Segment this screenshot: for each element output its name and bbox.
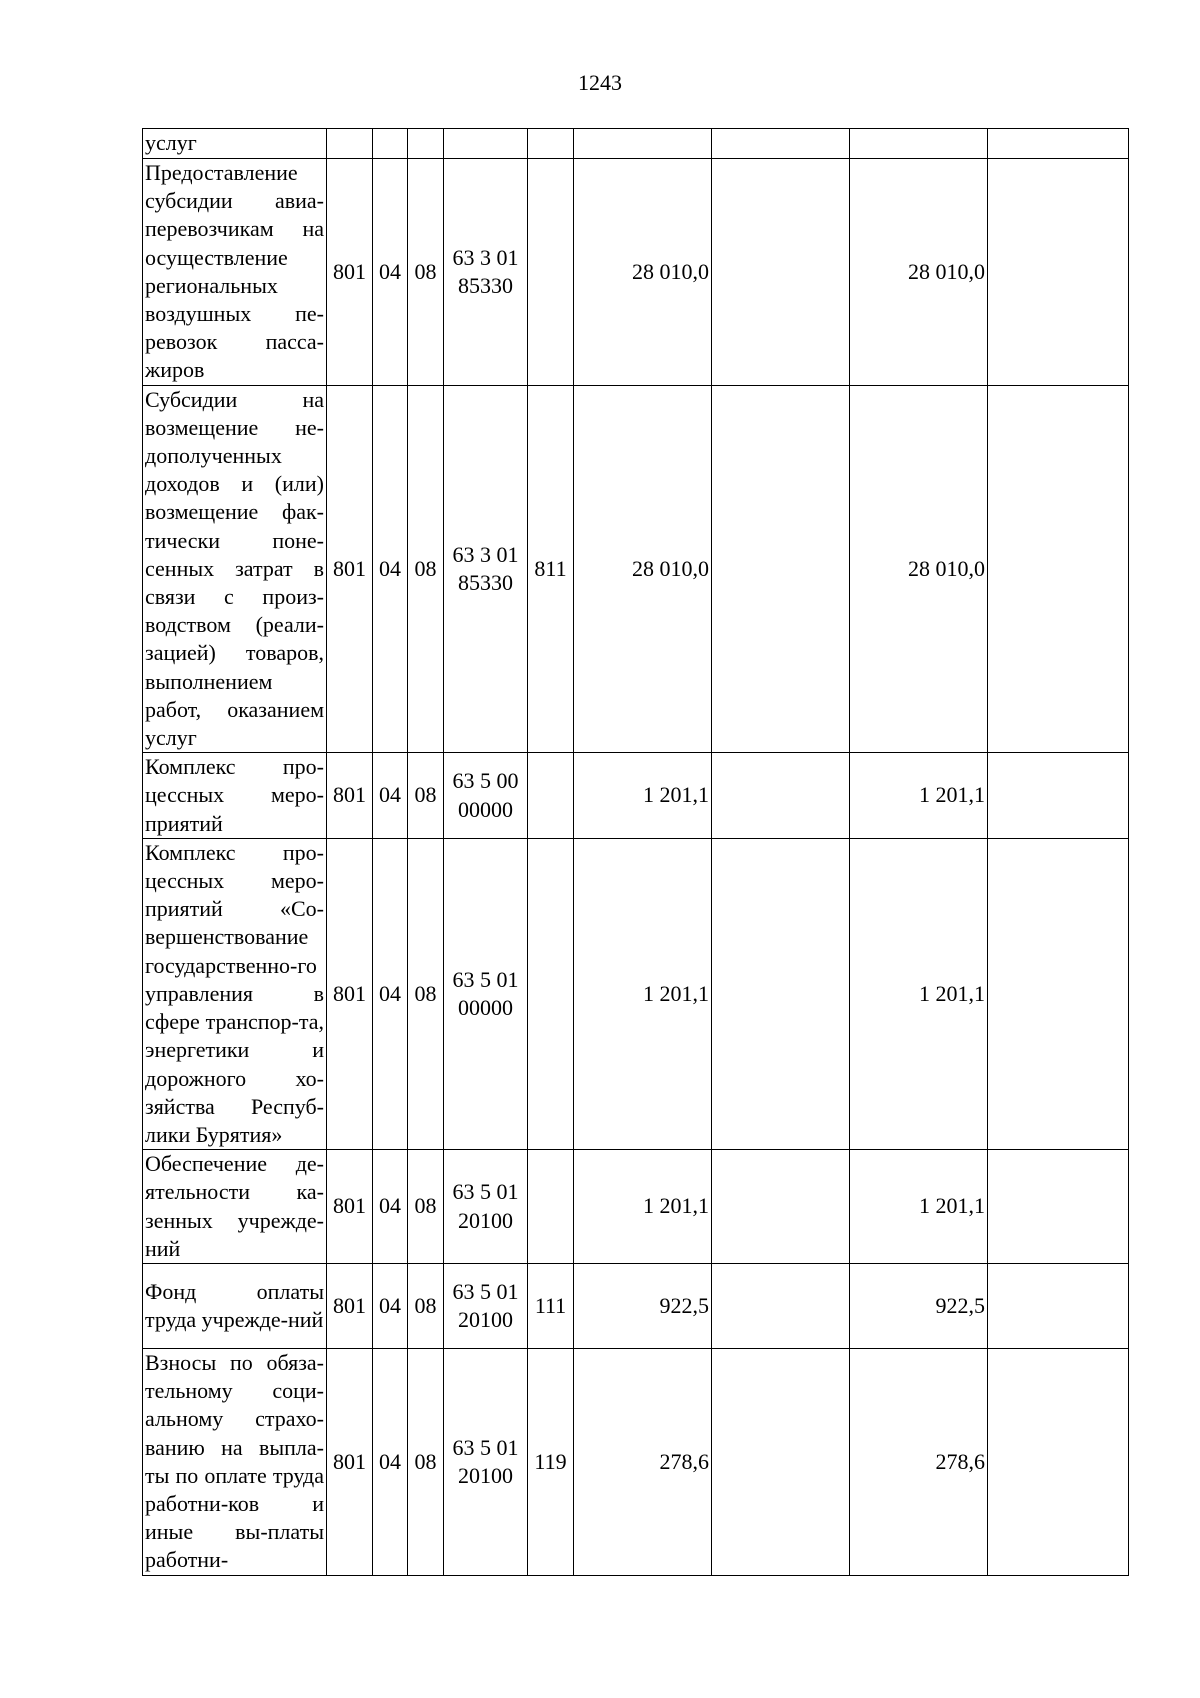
subsection-code: 08	[408, 1263, 444, 1348]
ved-code: 801	[327, 1348, 373, 1575]
amount-2	[712, 129, 850, 159]
row-name: Обеспечение де-ятельности ка-зенных учрежде-ний	[143, 1150, 327, 1264]
amount-3: 922,5	[850, 1263, 988, 1348]
ved-code	[327, 129, 373, 159]
row-name: Фонд оплаты труда учрежде-ний	[143, 1263, 327, 1348]
amount-4	[988, 1150, 1129, 1264]
amount-2	[712, 1263, 850, 1348]
expense-type-code	[528, 753, 574, 839]
amount-2	[712, 1150, 850, 1264]
section-code: 04	[373, 1348, 408, 1575]
section-code: 04	[373, 159, 408, 386]
subsection-code	[408, 129, 444, 159]
section-code: 04	[373, 838, 408, 1149]
page-number: 1243	[578, 70, 622, 95]
row-name: Субсидии на возмещение не-дополученных доходов и (или) возмещение фак-тически поне-сенных затрат в связи с произ-водством (реали-зацией) товаров, выполнением работ, оказанием услуг	[143, 385, 327, 753]
amount-1: 1 201,1	[574, 1150, 712, 1264]
ved-code: 801	[327, 1150, 373, 1264]
amount-3: 1 201,1	[850, 1150, 988, 1264]
amount-1: 922,5	[574, 1263, 712, 1348]
amount-2	[712, 753, 850, 839]
table-row	[143, 1150, 1129, 1264]
subsection-code: 08	[408, 159, 444, 386]
target-article-code: 63 3 01 85330	[444, 385, 528, 753]
budget-table	[142, 128, 1129, 1576]
section-code	[373, 129, 408, 159]
table-row	[143, 1263, 1129, 1348]
amount-2	[712, 1348, 850, 1575]
amount-4	[988, 1348, 1129, 1575]
amount-3: 1 201,1	[850, 838, 988, 1149]
amount-1: 28 010,0	[574, 159, 712, 386]
table-row	[143, 159, 1129, 386]
amount-3: 278,6	[850, 1348, 988, 1575]
subsection-code: 08	[408, 1150, 444, 1264]
row-name: Предоставление субсидии авиа-перевозчикам на осуществление региональных воздушных пе-ревозок пасса-жиров	[143, 159, 327, 386]
ved-code: 801	[327, 753, 373, 839]
expense-type-code: 119	[528, 1348, 574, 1575]
target-article-code: 63 5 01 00000	[444, 838, 528, 1149]
amount-3: 28 010,0	[850, 385, 988, 753]
ved-code: 801	[327, 159, 373, 386]
amount-2	[712, 385, 850, 753]
ved-code: 801	[327, 385, 373, 753]
section-code: 04	[373, 385, 408, 753]
section-code: 04	[373, 753, 408, 839]
amount-4	[988, 1263, 1129, 1348]
amount-1: 28 010,0	[574, 385, 712, 753]
amount-4	[988, 838, 1129, 1149]
amount-4	[988, 385, 1129, 753]
expense-type-code	[528, 129, 574, 159]
subsection-code: 08	[408, 385, 444, 753]
amount-4	[988, 159, 1129, 386]
section-code: 04	[373, 1150, 408, 1264]
amount-4	[988, 129, 1129, 159]
target-article-code: 63 5 01 20100	[444, 1150, 528, 1264]
amount-1: 1 201,1	[574, 753, 712, 839]
expense-type-code	[528, 159, 574, 386]
target-article-code: 63 5 01 20100	[444, 1348, 528, 1575]
ved-code: 801	[327, 1263, 373, 1348]
amount-2	[712, 159, 850, 386]
table-row	[143, 838, 1129, 1149]
expense-type-code	[528, 1150, 574, 1264]
target-article-code: 63 5 01 20100	[444, 1263, 528, 1348]
target-article-code: 63 3 01 85330	[444, 159, 528, 386]
section-code: 04	[373, 1263, 408, 1348]
row-name: Комплекс про-цессных меро-приятий	[143, 753, 327, 839]
subsection-code: 08	[408, 838, 444, 1149]
amount-3: 1 201,1	[850, 753, 988, 839]
row-name: услуг	[143, 129, 327, 159]
table-row	[143, 753, 1129, 839]
ved-code: 801	[327, 838, 373, 1149]
subsection-code: 08	[408, 753, 444, 839]
row-name: Взносы по обяза-тельному соци-альному страхо-ванию на выпла-ты по оплате труда работни-ков и иные вы-платы работни-	[143, 1348, 327, 1575]
expense-type-code	[528, 838, 574, 1149]
amount-3: 28 010,0	[850, 159, 988, 386]
amount-1: 1 201,1	[574, 838, 712, 1149]
table-row	[143, 1348, 1129, 1575]
amount-2	[712, 838, 850, 1149]
target-article-code: 63 5 00 00000	[444, 753, 528, 839]
amount-1: 278,6	[574, 1348, 712, 1575]
target-article-code	[444, 129, 528, 159]
row-name: Комплекс про-цессных меро-приятий «Со-вершенствование государственно-го управления в сфере транспор-та, энергетики и дорожного хо-зяйства Респуб-лики Бурятия»	[143, 838, 327, 1149]
amount-3	[850, 129, 988, 159]
table-row	[143, 129, 1129, 159]
amount-4	[988, 753, 1129, 839]
table-row	[143, 385, 1129, 753]
amount-1	[574, 129, 712, 159]
subsection-code: 08	[408, 1348, 444, 1575]
expense-type-code: 811	[528, 385, 574, 753]
expense-type-code: 111	[528, 1263, 574, 1348]
